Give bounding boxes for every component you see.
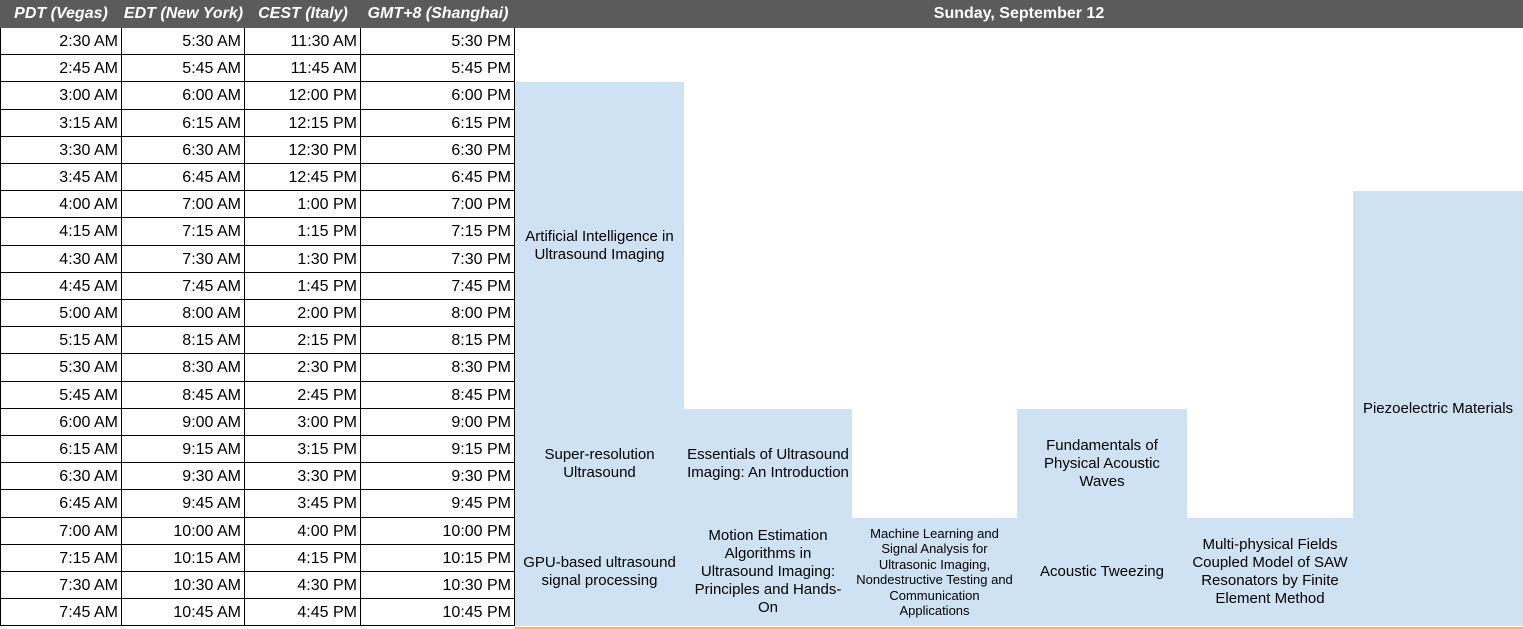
time-cell-cest: 3:15 PM bbox=[245, 436, 361, 463]
session-block[interactable] bbox=[515, 518, 684, 626]
time-cell-gmt8: 5:45 PM bbox=[361, 55, 515, 82]
session-title: Machine Learning and Signal Analysis for Ultrasonic Imaging, Nondestructive Testing and Communication Applications bbox=[856, 525, 1013, 618]
time-cell-gmt8: 9:15 PM bbox=[361, 436, 515, 463]
time-cell-gmt8: 7:45 PM bbox=[361, 273, 515, 300]
session-title: Acoustic Tweezing bbox=[1040, 563, 1164, 580]
time-cell-gmt8: 10:00 PM bbox=[361, 518, 515, 545]
time-cell-cest: 11:30 AM bbox=[245, 28, 361, 55]
time-cell-pdt: 5:00 AM bbox=[0, 300, 122, 327]
session-block[interactable] bbox=[684, 518, 852, 626]
time-cell-gmt8: 5:30 PM bbox=[361, 28, 515, 55]
time-cell-pdt: 2:30 AM bbox=[0, 28, 122, 55]
time-cell-gmt8: 8:30 PM bbox=[361, 354, 515, 382]
time-cell-gmt8: 7:15 PM bbox=[361, 218, 515, 246]
time-cell-gmt8: 6:30 PM bbox=[361, 137, 515, 164]
time-cell-edt: 9:45 AM bbox=[122, 490, 245, 518]
time-cell-edt: 10:15 AM bbox=[122, 545, 245, 572]
time-cell-cest: 1:45 PM bbox=[245, 273, 361, 300]
time-cell-edt: 7:45 AM bbox=[122, 273, 245, 300]
time-cell-pdt: 7:15 AM bbox=[0, 545, 122, 572]
time-cell-gmt8: 9:30 PM bbox=[361, 463, 515, 490]
time-cell-edt: 7:30 AM bbox=[122, 246, 245, 273]
time-cell-cest: 12:45 PM bbox=[245, 164, 361, 191]
time-cell-pdt: 6:15 AM bbox=[0, 436, 122, 463]
session-block[interactable] bbox=[1017, 409, 1187, 518]
session-block[interactable] bbox=[515, 409, 684, 518]
time-cell-cest: 11:45 AM bbox=[245, 55, 361, 82]
time-cell-gmt8: 6:15 PM bbox=[361, 110, 515, 137]
time-cell-pdt: 7:00 AM bbox=[0, 518, 122, 545]
time-cell-cest: 3:00 PM bbox=[245, 409, 361, 436]
session-title: Artificial Intelligence in Ultrasound Imaging bbox=[525, 227, 674, 263]
time-cell-gmt8: 7:30 PM bbox=[361, 246, 515, 273]
time-cell-pdt: 2:45 AM bbox=[0, 55, 122, 82]
header-pdt: PDT (Vegas) bbox=[0, 0, 122, 28]
session-title: Piezoelectric Materials bbox=[1362, 399, 1514, 417]
time-cell-cest: 2:15 PM bbox=[245, 327, 361, 354]
time-cell-pdt: 7:30 AM bbox=[0, 572, 122, 599]
time-cell-pdt: 6:30 AM bbox=[0, 463, 122, 490]
time-cell-edt: 5:45 AM bbox=[122, 55, 245, 82]
time-cell-pdt: 7:45 AM bbox=[0, 599, 122, 626]
time-cell-edt: 6:00 AM bbox=[122, 82, 245, 110]
session-block[interactable] bbox=[1017, 518, 1187, 626]
time-cell-cest: 4:00 PM bbox=[245, 518, 361, 545]
time-cell-cest: 1:15 PM bbox=[245, 218, 361, 246]
time-cell-cest: 3:45 PM bbox=[245, 490, 361, 518]
session-title: Essentials of Ultrasound Imaging: An Introduction bbox=[687, 445, 849, 481]
session-title: Fundamentals of Physical Acoustic Waves bbox=[1044, 436, 1160, 490]
time-cell-edt: 10:00 AM bbox=[122, 518, 245, 545]
time-cell-gmt8: 9:00 PM bbox=[361, 409, 515, 436]
time-cell-cest: 12:00 PM bbox=[245, 82, 361, 110]
header-cest: CEST (Italy) bbox=[245, 0, 361, 28]
time-cell-pdt: 3:15 AM bbox=[0, 110, 122, 137]
time-cell-edt: 8:45 AM bbox=[122, 382, 245, 409]
time-cell-gmt8: 10:30 PM bbox=[361, 572, 515, 599]
time-cell-pdt: 4:15 AM bbox=[0, 218, 122, 246]
time-cell-cest: 4:15 PM bbox=[245, 545, 361, 572]
time-cell-edt: 6:15 AM bbox=[122, 110, 245, 137]
time-cell-cest: 12:30 PM bbox=[245, 137, 361, 164]
session-block[interactable] bbox=[852, 518, 1017, 626]
time-cell-edt: 10:30 AM bbox=[122, 572, 245, 599]
time-cell-gmt8: 6:45 PM bbox=[361, 164, 515, 191]
time-cell-edt: 5:30 AM bbox=[122, 28, 245, 55]
time-cell-gmt8: 7:00 PM bbox=[361, 191, 515, 218]
time-cell-gmt8: 10:15 PM bbox=[361, 545, 515, 572]
time-cell-pdt: 3:45 AM bbox=[0, 164, 122, 191]
session-title: GPU-based ultrasound signal processing bbox=[523, 554, 676, 589]
time-cell-cest: 2:30 PM bbox=[245, 354, 361, 382]
time-cell-cest: 1:30 PM bbox=[245, 246, 361, 273]
time-cell-edt: 8:00 AM bbox=[122, 300, 245, 327]
time-cell-gmt8: 10:45 PM bbox=[361, 599, 515, 626]
time-cell-edt: 8:30 AM bbox=[122, 354, 245, 382]
time-cell-gmt8: 6:00 PM bbox=[361, 82, 515, 110]
session-title: Multi-physical Fields Coupled Model of SAW Resonators by Finite Element Method bbox=[1192, 536, 1348, 607]
time-cell-cest: 2:00 PM bbox=[245, 300, 361, 327]
time-cell-pdt: 6:45 AM bbox=[0, 490, 122, 518]
time-cell-pdt: 5:45 AM bbox=[0, 382, 122, 409]
header-gmt8: GMT+8 (Shanghai) bbox=[361, 0, 515, 28]
time-cell-pdt: 3:30 AM bbox=[0, 137, 122, 164]
time-cell-edt: 7:15 AM bbox=[122, 218, 245, 246]
time-cell-edt: 6:30 AM bbox=[122, 137, 245, 164]
session-title: Super-resolution Ultrasound bbox=[544, 445, 655, 481]
header-edt: EDT (New York) bbox=[122, 0, 245, 28]
time-cell-pdt: 5:30 AM bbox=[0, 354, 122, 382]
time-cell-cest: 3:30 PM bbox=[245, 463, 361, 490]
session-block[interactable] bbox=[1187, 518, 1353, 626]
time-cell-edt: 7:00 AM bbox=[122, 191, 245, 218]
session-block[interactable] bbox=[684, 409, 852, 518]
time-cell-pdt: 6:00 AM bbox=[0, 409, 122, 436]
time-cell-gmt8: 8:45 PM bbox=[361, 382, 515, 409]
time-cell-edt: 8:15 AM bbox=[122, 327, 245, 354]
time-cell-gmt8: 9:45 PM bbox=[361, 490, 515, 518]
time-cell-pdt: 4:45 AM bbox=[0, 273, 122, 300]
time-cell-pdt: 4:00 AM bbox=[0, 191, 122, 218]
time-cell-edt: 9:00 AM bbox=[122, 409, 245, 436]
time-cell-cest: 2:45 PM bbox=[245, 382, 361, 409]
time-cell-edt: 9:15 AM bbox=[122, 436, 245, 463]
time-cell-edt: 10:45 AM bbox=[122, 599, 245, 626]
time-cell-edt: 9:30 AM bbox=[122, 463, 245, 490]
day-header: Sunday, September 12 bbox=[515, 0, 1523, 28]
time-cell-cest: 1:00 PM bbox=[245, 191, 361, 218]
time-cell-cest: 12:15 PM bbox=[245, 110, 361, 137]
session-block[interactable] bbox=[515, 82, 684, 409]
time-cell-pdt: 5:15 AM bbox=[0, 327, 122, 354]
time-cell-pdt: 3:00 AM bbox=[0, 82, 122, 110]
time-cell-gmt8: 8:00 PM bbox=[361, 300, 515, 327]
time-cell-pdt: 4:30 AM bbox=[0, 246, 122, 273]
session-block[interactable] bbox=[1353, 191, 1523, 626]
time-cell-cest: 4:45 PM bbox=[245, 599, 361, 626]
session-title: Motion Estimation Algorithms in Ultrasound Imaging: Principles and Hands-On bbox=[694, 527, 842, 616]
time-cell-edt: 6:45 AM bbox=[122, 164, 245, 191]
time-cell-gmt8: 8:15 PM bbox=[361, 327, 515, 354]
time-cell-cest: 4:30 PM bbox=[245, 572, 361, 599]
